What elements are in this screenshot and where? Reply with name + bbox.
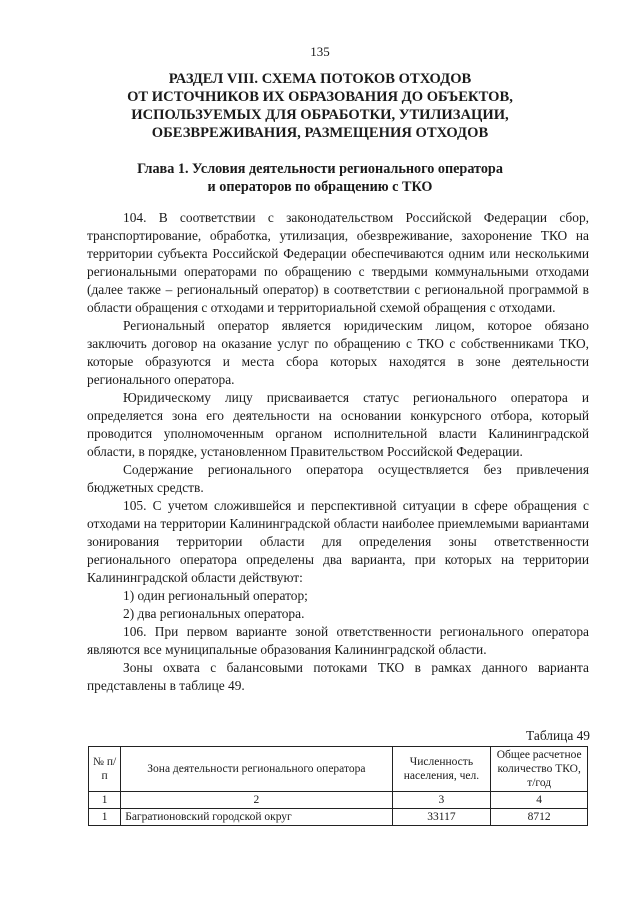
table-caption: Таблица 49 bbox=[526, 728, 590, 743]
paragraph-104: 104. В соответствии с законодательством Российской Федерации сбор, транспортирование, обработка, утилизация, обезвреживание, захоронение ТКО на территории субъекта Российской Федерации обеспечиваются одним или несколькими региональными операторами по обращению с твердыми коммунальными отходами (далее также – региональный оператор) в соответствии с региональной программой в области обращения с отходами и территориальной схемой обращения с отходами. bbox=[87, 210, 589, 315]
table-header-row bbox=[89, 747, 588, 792]
chapter-title-line: Глава 1. Условия деятельности регионального оператора bbox=[137, 161, 503, 177]
row-tko-amount: 8712 bbox=[491, 809, 588, 826]
section-title-line: ИСПОЛЬЗУЕМЫХ ДЛЯ ОБРАБОТКИ, УТИЛИЗАЦИИ, bbox=[131, 107, 509, 123]
section-title-line: ОБЕЗВРЕЖИВАНИЯ, РАЗМЕЩЕНИЯ ОТХОДОВ bbox=[151, 125, 489, 141]
column-number-row bbox=[89, 792, 588, 809]
paragraph-106: 106. При первом варианте зоной ответственности регионального оператора являются все муниципальные образования Калининградской области. bbox=[87, 624, 589, 657]
column-number: 3 bbox=[392, 792, 491, 809]
header-number: № п/п bbox=[89, 747, 121, 792]
column-number: 2 bbox=[121, 792, 392, 809]
chapter-title-line: и операторов по обращению с ТКО bbox=[207, 179, 433, 195]
body-text bbox=[87, 209, 589, 695]
column-number: 1 bbox=[89, 792, 121, 809]
header-tko-amount: Общее расчетное количество ТКО, т/год bbox=[491, 747, 588, 792]
paragraph: Юридическому лицу присваивается статус регионального оператора и определяется зона его деятельности на основании конкурсного отбора, который проводится уполномоченным органом исполнительной власти Калининградской области, в порядке, установленном Правительством Российской Федерации. bbox=[87, 390, 589, 459]
header-zone: Зона деятельности регионального оператора bbox=[121, 747, 392, 792]
section-title bbox=[60, 70, 580, 142]
page-number: 135 bbox=[310, 44, 330, 59]
list-item: 1) один региональный оператор; bbox=[123, 588, 308, 603]
paragraph-105: 105. С учетом сложившейся и перспективной ситуации в сфере обращения с отходами на территории Калининградской области наиболее приемлемыми вариантами зонирования территории области для определения зоны ответственности регионального оператора определены два варианта, при которых на территории Калининградской области действуют: bbox=[87, 498, 589, 585]
table-49 bbox=[88, 746, 588, 826]
chapter-title bbox=[60, 160, 580, 196]
paragraph: Зоны охвата с балансовыми потоками ТКО в рамках данного варианта представлены в таблице 49. bbox=[87, 660, 589, 693]
section-title-line: РАЗДЕЛ VIII. СХЕМА ПОТОКОВ ОТХОДОВ bbox=[168, 71, 472, 87]
row-population: 33117 bbox=[392, 809, 491, 826]
paragraph: Содержание регионального оператора осуществляется без привлечения бюджетных средств. bbox=[87, 462, 589, 495]
row-zone: Багратионовский городской округ bbox=[121, 809, 392, 826]
section-title-line: ОТ ИСТОЧНИКОВ ИХ ОБРАЗОВАНИЯ ДО ОБЪЕКТОВ, bbox=[127, 89, 513, 105]
list-item: 2) два региональных оператора. bbox=[123, 606, 305, 621]
paragraph: Региональный оператор является юридическим лицом, которое обязано заключить договор на оказание услуг по обращению с ТКО с собственниками ТКО, которые образуются и места сбора которых находятся в зоне деятельности регионального оператора. bbox=[87, 318, 589, 387]
row-number: 1 bbox=[89, 809, 121, 826]
table-row bbox=[89, 809, 588, 826]
column-number: 4 bbox=[491, 792, 588, 809]
header-population: Численность населения, чел. bbox=[392, 747, 491, 792]
